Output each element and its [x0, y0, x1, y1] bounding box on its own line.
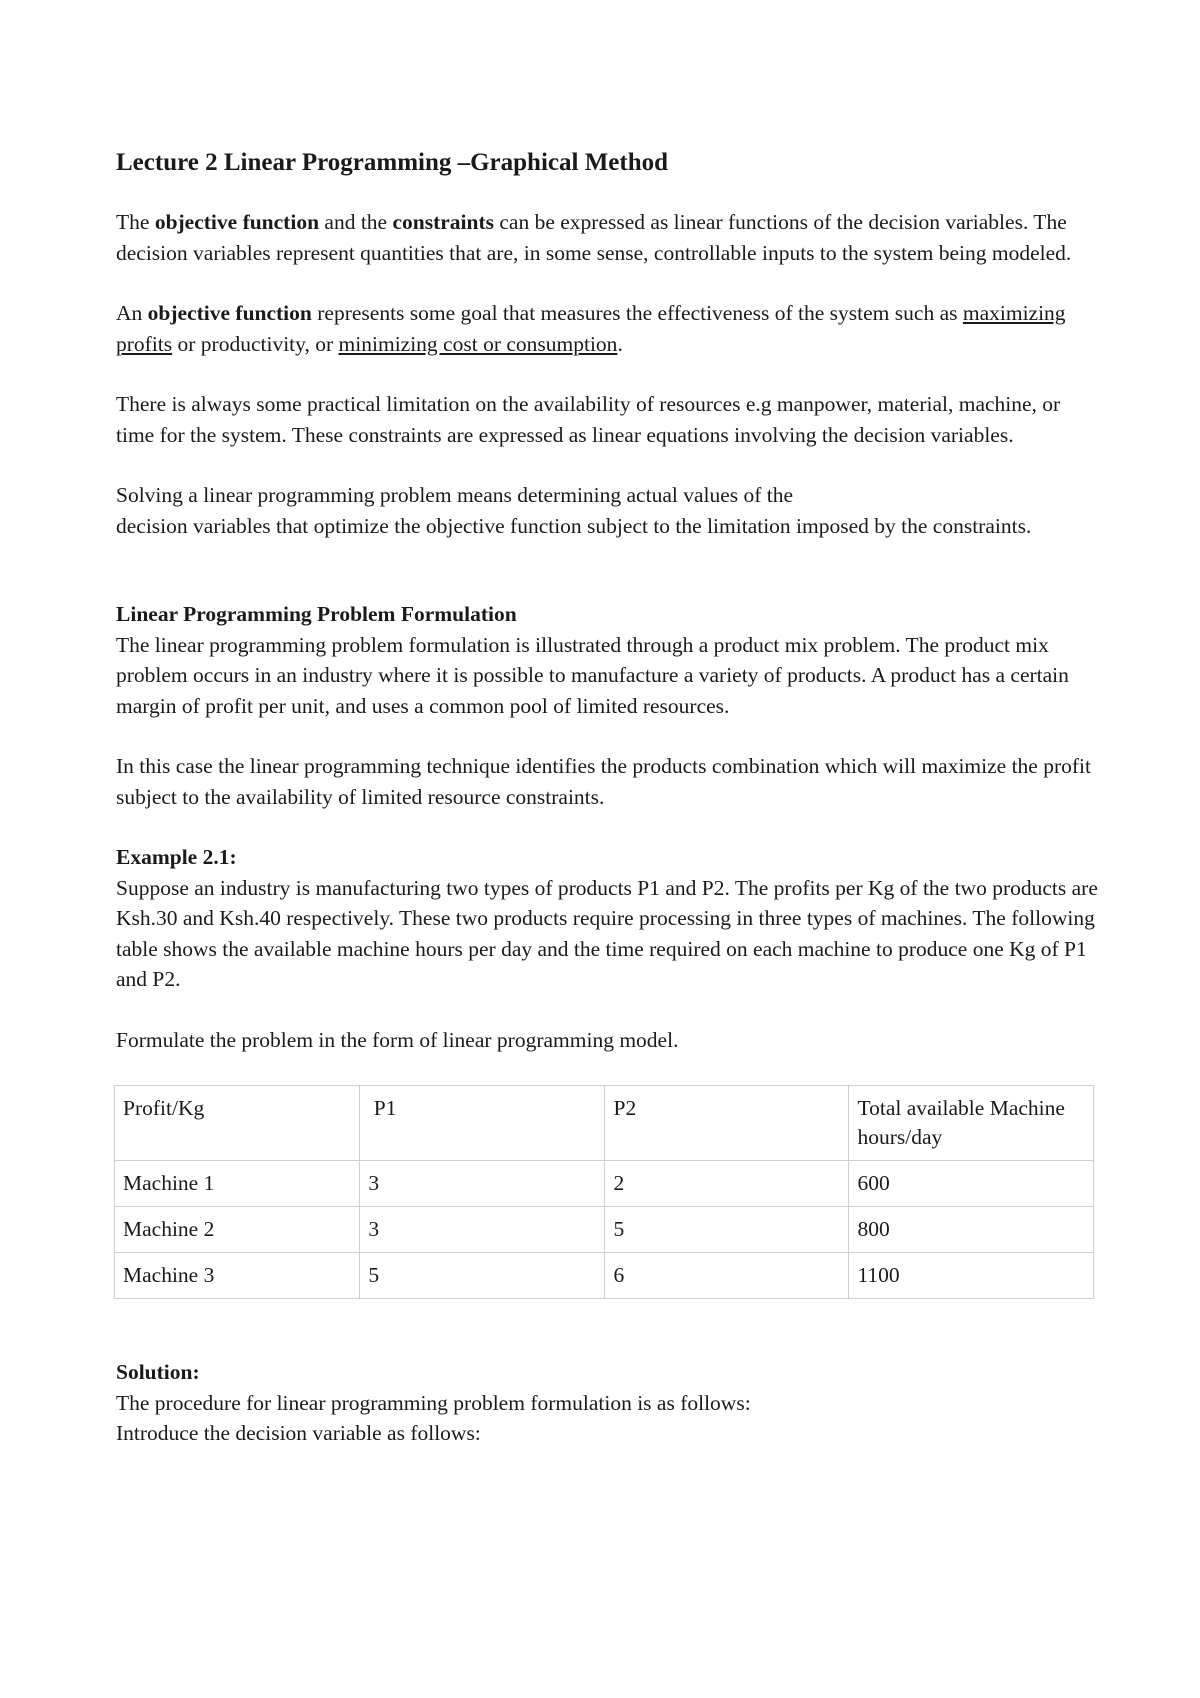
table-cell: 800 [849, 1207, 1094, 1253]
table-header-cell: Profit/Kg [115, 1086, 360, 1161]
table-header-cell: P1 [360, 1086, 605, 1161]
table-row [115, 1207, 1094, 1253]
table-cell: Machine 3 [115, 1253, 360, 1299]
term-objective-function: objective function [154, 210, 320, 234]
table-header-cell: Total available Machine hours/day [849, 1086, 1094, 1161]
solution-heading: Solution: [116, 1360, 200, 1384]
machine-hours-table [114, 1085, 1094, 1299]
table-cell: Machine 2 [115, 1207, 360, 1253]
underlined-minimizing-cost: minimizing cost or consumption [338, 331, 618, 356]
table-header-cell: P2 [605, 1086, 849, 1161]
table-cell: Machine 1 [115, 1161, 360, 1207]
solution-line-2: Introduce the decision variable as follows: [116, 1421, 481, 1445]
table-cell: 3 [360, 1161, 605, 1207]
page-title: Lecture 2 Linear Programming –Graphical Method [116, 149, 669, 176]
constraints-paragraph: There is always some practical limitation on the availability of resources e.g manpower, material, machine, or time for the system. These constraints are expressed as linear equations involving the decision variables. [116, 392, 1061, 447]
table-header-row [115, 1086, 1094, 1161]
underlined-maximizing-profits: maximizing profits [116, 301, 1066, 356]
term-objective-function: objective function [147, 301, 312, 325]
technique-paragraph: In this case the linear programming technique identifies the products combination which will maximize the profit subject to the availability of limited resource constraints. [116, 754, 1091, 809]
term-constraints: constraints [392, 210, 494, 234]
example-paragraph: Suppose an industry is manufacturing two types of products P1 and P2. The profits per Kg of the two products are Ksh.30 and Ksh.40 respectively. These two products require processing in three types of machines. The following table shows the available machine hours per day and the time required on each machine to produce one Kg of P1 and P2. [116, 875, 1098, 991]
objective-function-paragraph: An objective function represents some goal that measures the effectiveness of the system such as maximizing profits or productivity, or minimizing cost or consumption. [116, 301, 1066, 356]
formulation-paragraph: The linear programming problem formulation is illustrated through a product mix problem. The product mix problem occurs in an industry where it is possible to manufacture a variety of products. A product has a certain margin of profit per unit, and uses a common pool of limited resources. [116, 632, 1069, 718]
table-cell: 3 [360, 1207, 605, 1253]
solution-line-1: The procedure for linear programming problem formulation is as follows: [116, 1390, 751, 1415]
table-cell: 5 [605, 1207, 849, 1253]
formulate-instruction: Formulate the problem in the form of linear programming model. [116, 1027, 679, 1052]
solving-paragraph: Solving a linear programming problem means determining actual values of the decision variables that optimize the objective function subject to the limitation imposed by the constraints. [116, 483, 1032, 538]
table-cell: 5 [360, 1253, 605, 1299]
table-cell: 1100 [849, 1253, 1094, 1299]
table-row [115, 1253, 1094, 1299]
example-heading: Example 2.1: [116, 845, 237, 869]
table-cell: 600 [849, 1161, 1094, 1207]
section-heading-formulation: Linear Programming Problem Formulation [116, 602, 517, 626]
table-cell: 2 [605, 1161, 849, 1207]
table-row [115, 1161, 1094, 1207]
table-cell: 6 [605, 1253, 849, 1299]
intro-paragraph: The objective function and the constraints can be expressed as linear functions of the decision variables. The decision variables represent quantities that are, in some sense, controllable inputs to the system being modeled. [116, 210, 1072, 265]
